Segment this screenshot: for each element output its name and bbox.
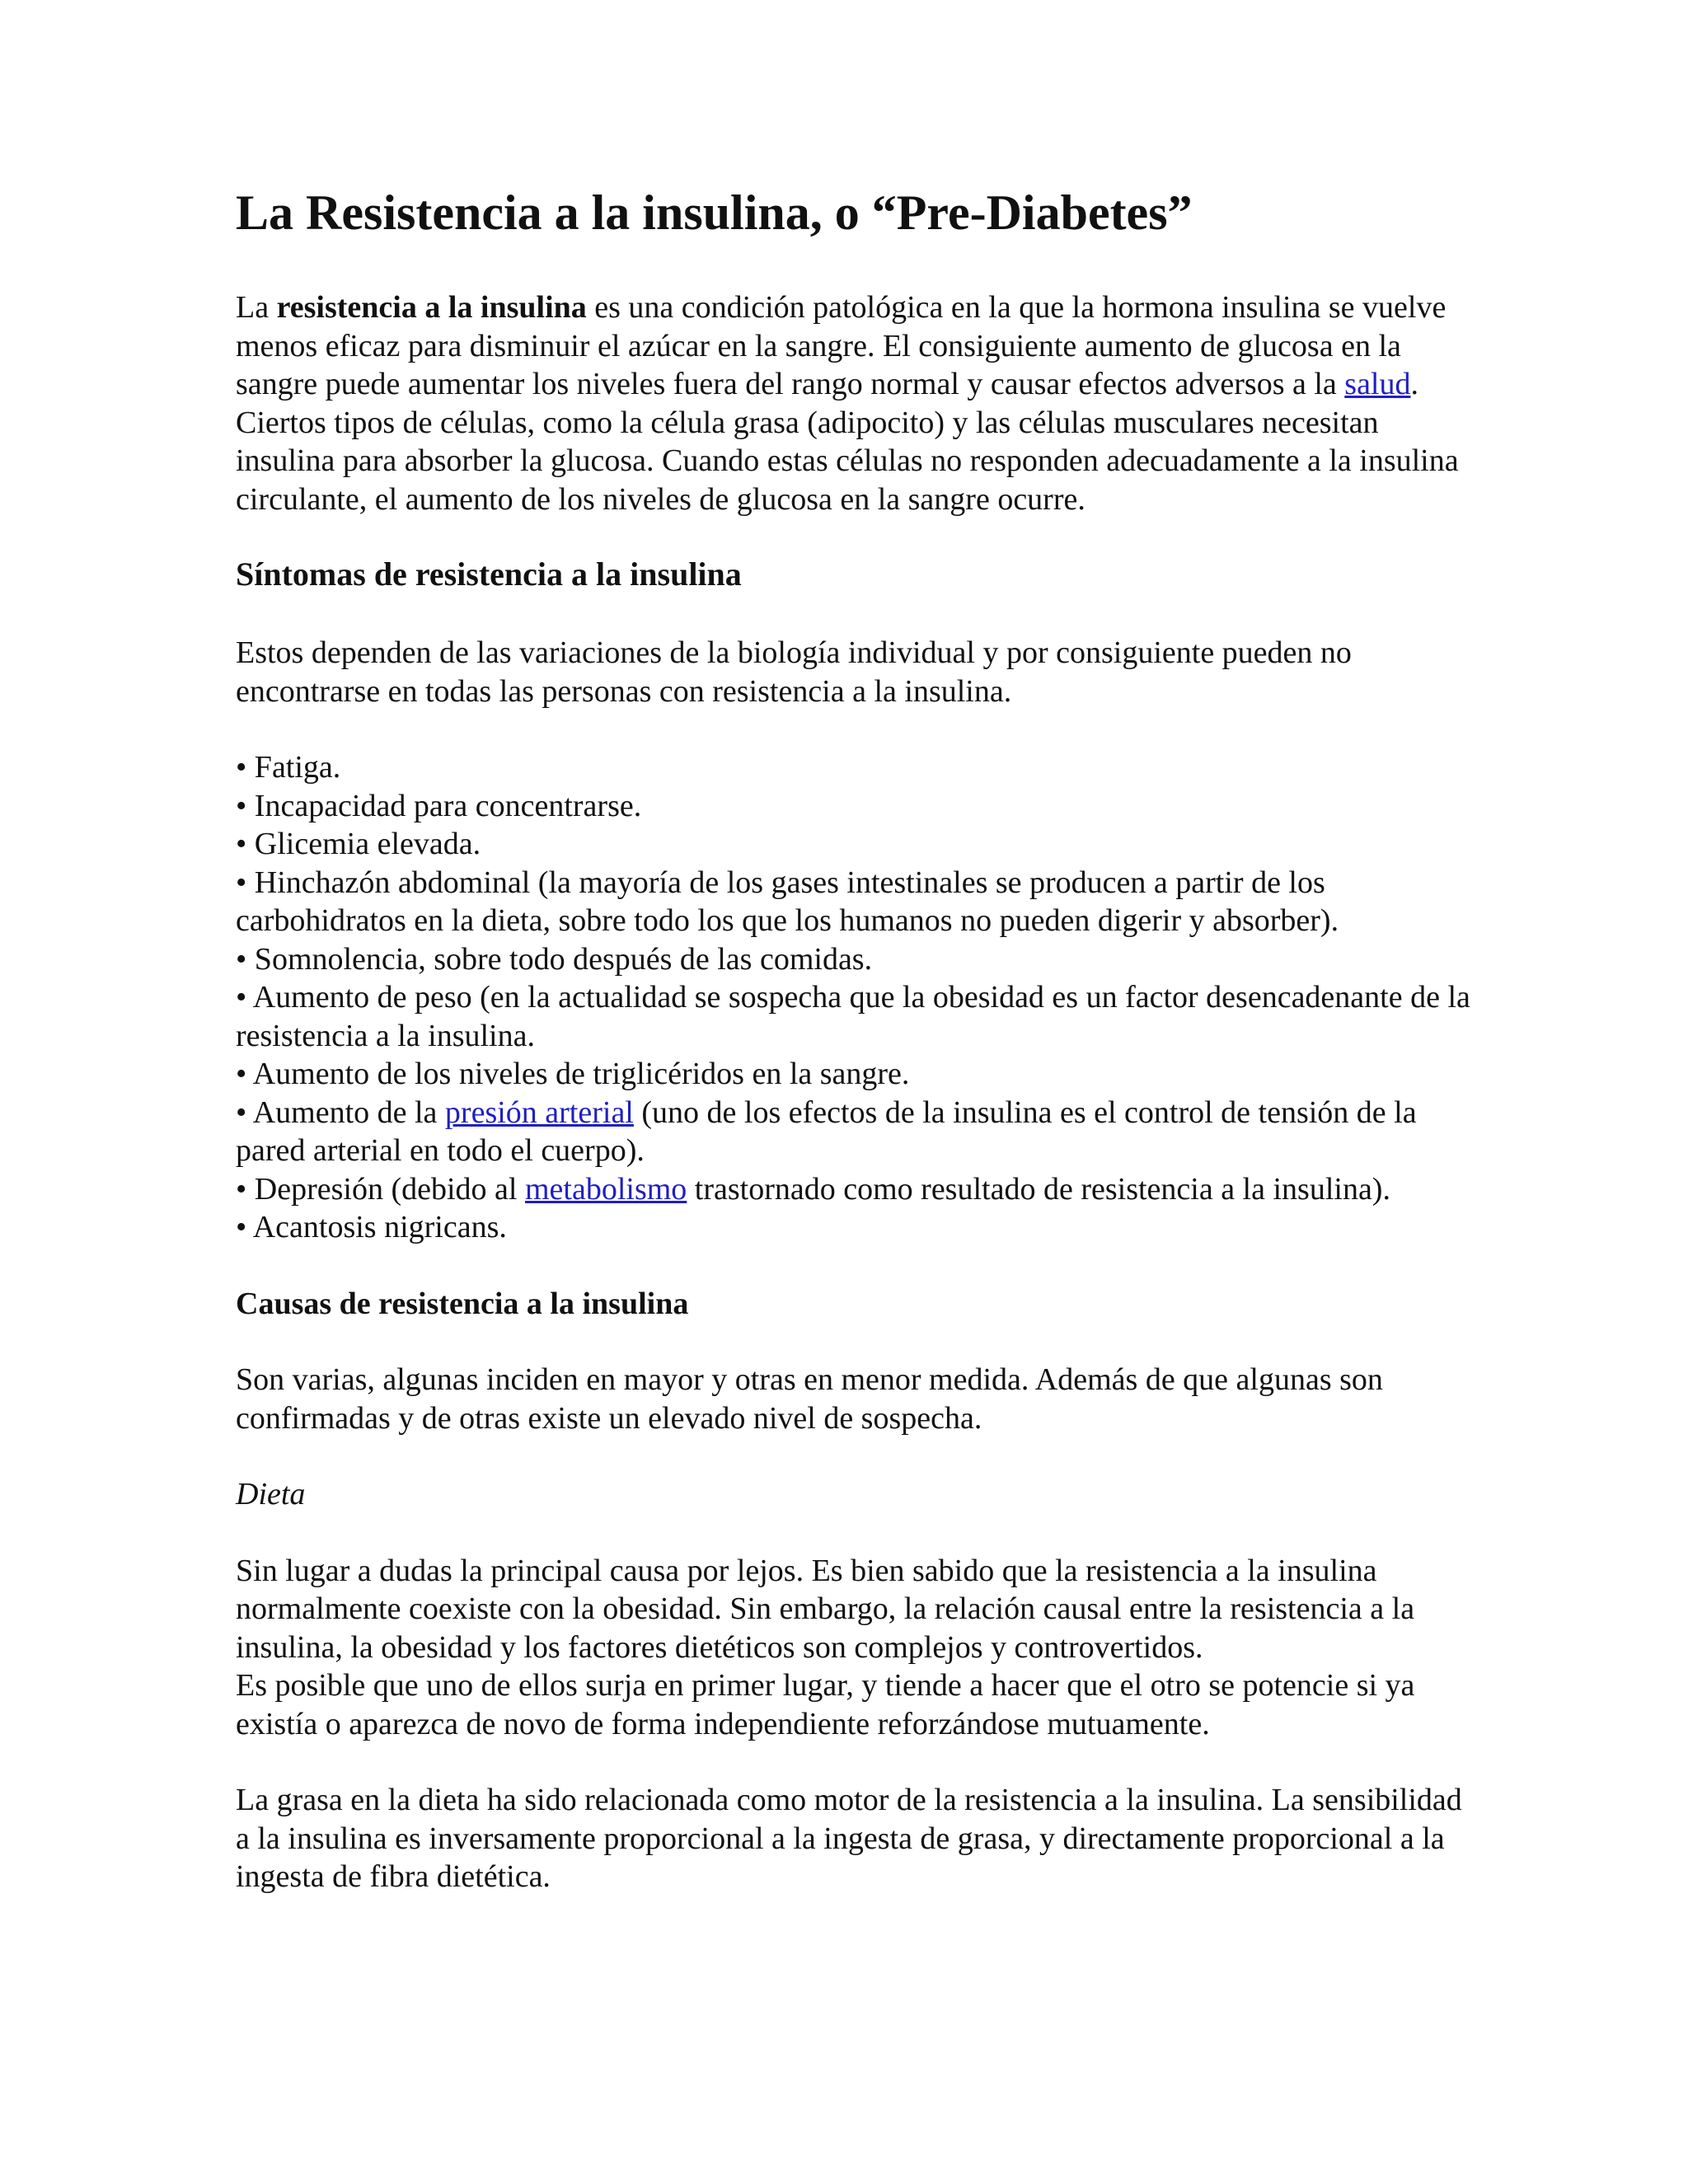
causes-heading: Causas de resistencia a la insulina <box>236 1286 689 1321</box>
list-item: • Aumento de los niveles de triglicéridos en la sangre. <box>236 1057 910 1091</box>
diet-paragraph-3: La grasa en la dieta ha sido relacionada como motor de la resistencia a la insulina. La sensibilidad a la insulina es inversamente proporcional a la ingesta de grasa, y directamente proporcional a la ingesta de fibra dietética. <box>236 1783 1462 1894</box>
page-title: La Resistencia a la insulina, o “Pre-Diabetes” <box>236 185 1193 240</box>
intro-bold-term: resistencia a la insulina <box>276 290 587 325</box>
document-page <box>236 183 1472 1896</box>
intro-post: . Ciertos tipos de células, como la célula grasa (adipocito) y las células musculares necesitan insulina para absorber la glucosa. Cuando estas células no responden adecuadamente a la insulina circulante, el aumento de los niveles de glucosa en la sangre ocurre. <box>236 367 1459 517</box>
list-item: • Hinchazón abdominal (la mayoría de los gases intestinales se producen a partir de los carbohidratos en la dieta, sobre todo los que los humanos no pueden digerir y absorber). <box>236 865 1339 938</box>
dep-post: trastornado como resultado de resistencia a la insulina). <box>687 1171 1390 1207</box>
list-item: • Incapacidad para concentrarse. <box>236 788 642 823</box>
symptoms-intro: Estos dependen de las variaciones de la biología individual y por consiguiente pueden no encontrarse en todas las personas con resistencia a la insulina. <box>236 635 1352 709</box>
list-item: • Somnolencia, sobre todo después de las comidas. <box>236 941 873 977</box>
intro-paragraph <box>236 288 1472 518</box>
causes-intro: Son varias, algunas inciden en mayor y otras en menor medida. Además de que algunas son confirmadas y de otras existe un elevado nivel de sospecha. <box>236 1362 1383 1436</box>
list-item <box>236 1094 1472 1170</box>
list-item: • Acantosis nigricans. <box>236 1210 507 1244</box>
intro-pre: La <box>236 290 277 325</box>
list-item: • Glicemia elevada. <box>236 827 481 861</box>
list-item <box>236 1170 1472 1209</box>
bp-pre: • Aumento de la <box>236 1094 445 1130</box>
diet-subheading: Dieta <box>236 1477 306 1511</box>
dep-pre: • Depresión (debido al <box>236 1171 525 1207</box>
list-item: • Fatiga. <box>236 750 341 785</box>
metabolismo-link[interactable]: metabolismo <box>524 1171 687 1207</box>
list-item: • Aumento de peso (en la actualidad se sospecha que la obesidad es un factor desencadenante de la resistencia a la insulina. <box>236 980 1470 1053</box>
symptoms-list <box>236 748 1472 1247</box>
diet-paragraph-2: Es posible que uno de ellos surja en primer lugar, y tiende a hacer que el otro se potencie si ya existía o aparezca de novo de forma independiente reforzándose mutuamente. <box>236 1668 1415 1741</box>
diet-paragraph-1: Sin lugar a dudas la principal causa por lejos. Es bien sabido que la resistencia a la insulina normalmente coexiste con la obesidad. Sin embargo, la relación causal entre la resistencia a la insulina, la obesidad y los factores dietéticos son complejos y controvertidos. <box>236 1553 1415 1665</box>
bp-post: (uno de los efectos de la insulina es el control de tensión de la pared arterial en todo el cuerpo). <box>236 1094 1417 1168</box>
intro-mid: es una condición patológica en la que la hormona insulina se vuelve menos eficaz para disminuir el azúcar en la sangre. El consiguiente aumento de glucosa en la sangre puede aumentar los niveles fuera del rango normal y causar efectos adversos a la <box>236 290 1447 401</box>
symptoms-heading: Síntomas de resistencia a la insulina <box>236 555 742 593</box>
presion-arterial-link[interactable]: presión arterial <box>444 1094 634 1130</box>
salud-link[interactable]: salud <box>1344 367 1411 401</box>
